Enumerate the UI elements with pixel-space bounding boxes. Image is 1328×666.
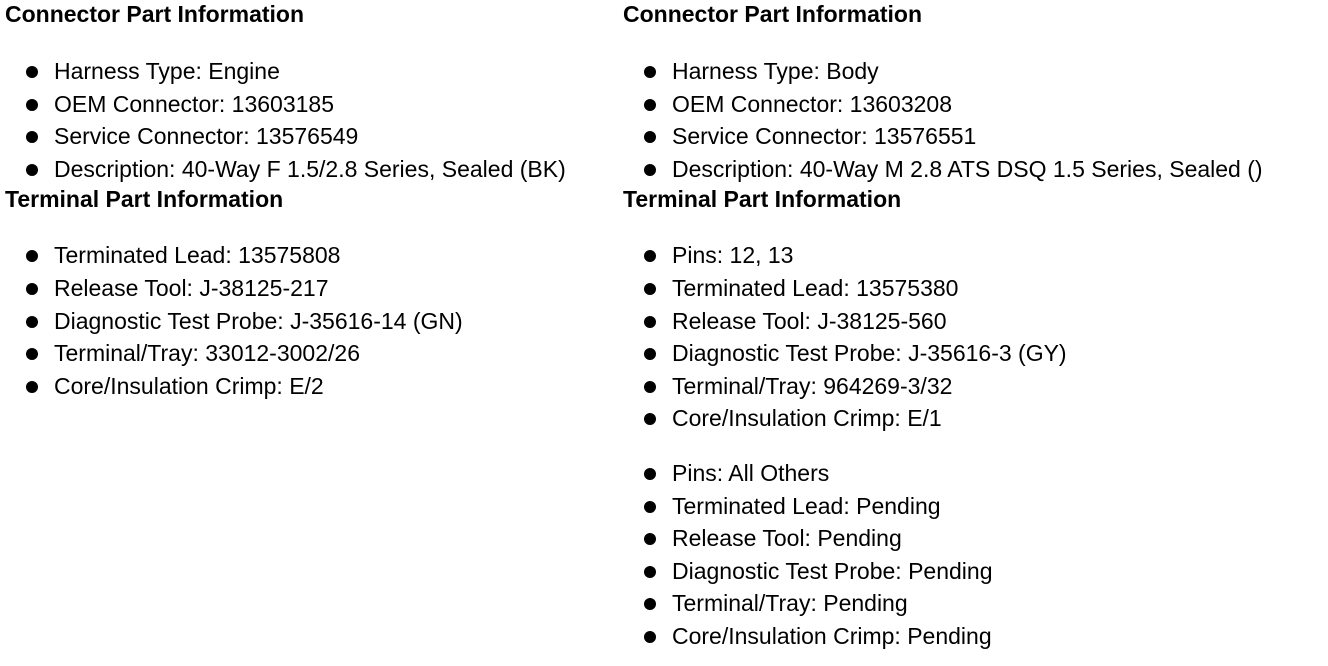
list-item: Service Connector: 13576549 (5, 120, 615, 153)
list-item: Diagnostic Test Probe: J-35616-3 (GY) (623, 337, 1323, 370)
bullet-icon (26, 283, 38, 295)
bullet-icon (644, 348, 656, 360)
bullet-icon (644, 164, 656, 176)
terminal-heading-right: Terminal Part Information (623, 186, 902, 213)
bullet-icon (644, 566, 656, 578)
terminal-list-right-pins-12-13 (623, 239, 1323, 435)
terminal-heading-left: Terminal Part Information (5, 186, 284, 213)
bullet-icon (644, 381, 656, 393)
list-item: Terminated Lead: Pending (623, 490, 1323, 523)
list-item: Terminal/Tray: Pending (623, 587, 1323, 620)
bullet-icon (26, 131, 38, 143)
list-item: Diagnostic Test Probe: Pending (623, 555, 1323, 588)
list-item: Core/Insulation Crimp: Pending (623, 620, 1323, 653)
list-item: OEM Connector: 13603185 (5, 88, 615, 121)
bullet-icon (26, 66, 38, 78)
list-item: Release Tool: J-38125-560 (623, 305, 1323, 338)
bullet-icon (644, 250, 656, 262)
bullet-icon (644, 283, 656, 295)
list-item: Terminated Lead: 13575808 (5, 239, 615, 272)
bullet-icon (644, 501, 656, 513)
list-item: Core/Insulation Crimp: E/2 (5, 370, 615, 403)
bullet-icon (644, 316, 656, 328)
left-column (5, 0, 615, 402)
bullet-icon (26, 348, 38, 360)
list-item: Core/Insulation Crimp: E/1 (623, 402, 1323, 435)
list-item: Release Tool: J-38125-217 (5, 272, 615, 305)
connector-list-right (623, 55, 1323, 185)
list-item: Terminal/Tray: 33012-3002/26 (5, 337, 615, 370)
bullet-icon (644, 533, 656, 545)
right-column (623, 0, 1323, 653)
bullet-icon (26, 164, 38, 176)
bullet-icon (26, 316, 38, 328)
list-item: Service Connector: 13576551 (623, 120, 1323, 153)
list-item: Description: 40-Way M 2.8 ATS DSQ 1.5 Series, Sealed () (623, 153, 1323, 186)
list-item: Diagnostic Test Probe: J-35616-14 (GN) (5, 305, 615, 338)
list-item: Terminated Lead: 13575380 (623, 272, 1323, 305)
bullet-icon (26, 381, 38, 393)
connector-heading-right: Connector Part Information (623, 1, 923, 27)
list-item: Pins: 12, 13 (623, 239, 1323, 272)
list-item: OEM Connector: 13603208 (623, 88, 1323, 121)
bullet-icon (644, 66, 656, 78)
bullet-icon (644, 468, 656, 480)
bullet-icon (26, 250, 38, 262)
list-item: Terminal/Tray: 964269-3/32 (623, 370, 1323, 403)
bullet-icon (644, 131, 656, 143)
bullet-icon (644, 413, 656, 425)
list-item: Harness Type: Engine (5, 55, 615, 88)
terminal-list-left (5, 239, 615, 402)
list-item: Release Tool: Pending (623, 522, 1323, 555)
bullet-icon (26, 99, 38, 111)
terminal-list-right-all-others (623, 457, 1323, 653)
connector-list-left (5, 55, 615, 185)
connector-heading-left: Connector Part Information (5, 1, 305, 27)
bullet-icon (644, 631, 656, 643)
list-item: Harness Type: Body (623, 55, 1323, 88)
bullet-icon (644, 598, 656, 610)
bullet-icon (644, 99, 656, 111)
list-item: Description: 40-Way F 1.5/2.8 Series, Sealed (BK) (5, 153, 615, 186)
list-item: Pins: All Others (623, 457, 1323, 490)
